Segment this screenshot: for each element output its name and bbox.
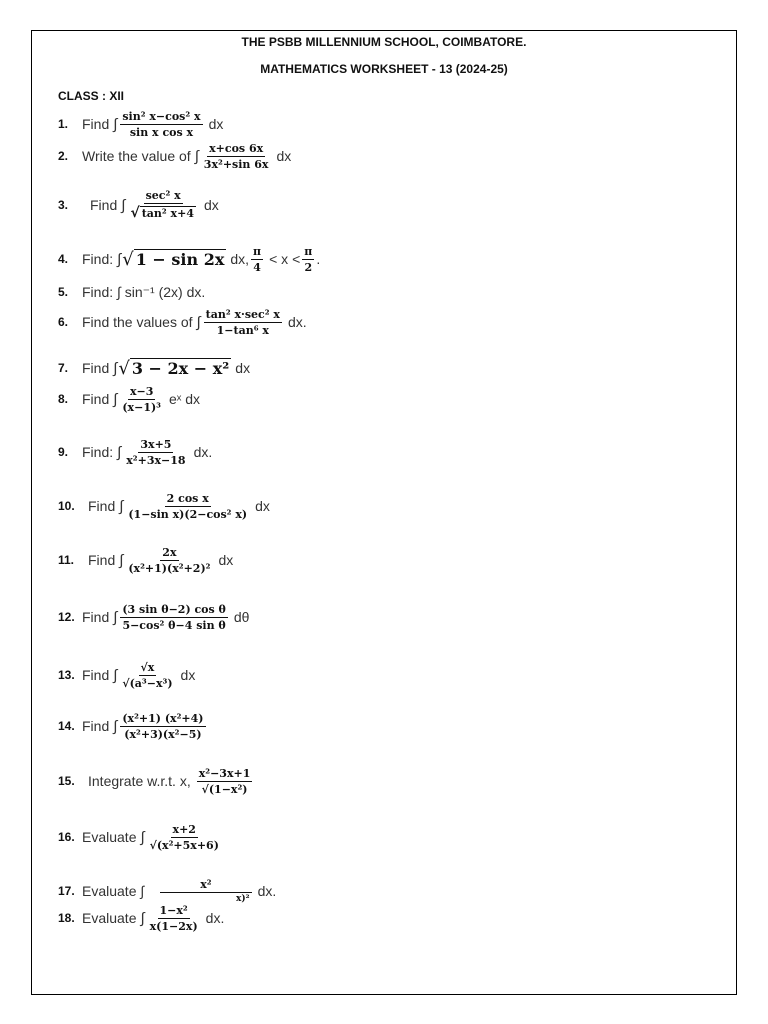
question-6: 6. Find the values of ∫ $\frac{\text{tan² x·sec² x}}{\text{1−tan⁶ x}}$ dx. [58, 307, 307, 337]
class-label: CLASS : XII [58, 89, 125, 103]
question-11: 11. Find ∫ $\frac{2x}{\text{(x²+1)(x²+2)²}}$ dx [58, 545, 234, 575]
fraction: $\frac{\text{(3 sin θ−2) cos θ}}{\text{5−cos² θ−4 sin θ}}$ [122, 602, 226, 632]
integral-sign: ∫ [117, 443, 122, 461]
fraction: $\frac{\text{(x²+1) (x²+4)}}{\text{(x²+3)(x²−5)}}$ [122, 711, 204, 741]
question-16: 16. Evaluate ∫ $\frac{x+2}{\text{√(x²+5x+6)}}$ [58, 822, 219, 852]
integral-sign: ∫ [113, 115, 118, 133]
fraction: $\frac{\text{x²−3x+1}}{\text{√(1−x²)}}$ [198, 766, 251, 796]
fraction: $\frac{\pi}{4}$ [253, 244, 262, 274]
question-7: 7. Find ∫ √ 3 − 2x − x² dx [58, 357, 251, 379]
integral-sign: ∫ [140, 909, 145, 927]
question-18: 18. Evaluate ∫ $\frac{\text{1−x²}}{x(1-2x)}$ dx. [58, 903, 225, 933]
fraction: $\frac{\pi}{2}$ [304, 244, 313, 274]
fraction: $\frac{\text{2 cos x}}{\text{(1−sin x)(2−cos² x)}}$ [128, 491, 248, 521]
sqrt-icon: √ [130, 205, 140, 221]
question-13: 13. Find ∫ $\frac{√x}{\text{√(a³−x³)}}$ dx [58, 660, 196, 690]
question-3: 3. Find ∫ $\frac{\text{sec² x}}{\text{√ tan² x+4}}$ dx [58, 189, 219, 221]
question-12: 12. Find ∫ $\frac{\text{(3 sin θ−2) cos θ}}{\text{5−cos² θ−4 sin θ}}$ dθ [58, 602, 250, 632]
question-9: 9. Find: ∫ $\frac{3x+5}{\text{x²+3x−18}}$ dx. [58, 437, 213, 467]
fraction: $\frac{\text{tan² x·sec² x}}{\text{1−tan⁶ x}}$ [205, 307, 280, 337]
question-2: 2. Write the value of ∫ $\frac{x+\cos 6x}{\text{3x²+sin 6x}}$ dx [58, 141, 292, 171]
worksheet-title: MATHEMATICS WORKSHEET - 13 (2024-25) [260, 62, 508, 76]
fraction: $\frac{x-3}{\text{(x−1)³}}$ [122, 384, 161, 414]
school-title: THE PSBB MILLENNIUM SCHOOL, COIMBATORE. [241, 35, 527, 49]
question-17: 17. Evaluate ∫ $\frac{\text{x²}}{\text{x)²}}$ dx. [58, 878, 277, 904]
question-10: 10. Find ∫ $\frac{\text{2 cos x}}{\text{(1−sin x)(2−cos² x)}}$ dx [58, 491, 270, 521]
sqrt-icon: √ [122, 248, 134, 270]
integral-sign: ∫ [140, 828, 145, 846]
sqrt-icon: √ [118, 357, 130, 379]
integral-sign: ∫ [113, 717, 118, 735]
question-4: 4. Find: ∫ √ 1 − sin 2x dx, $\frac{\pi}{4}$ < x < $\frac{\pi}{2}$ . [58, 244, 321, 274]
integral-sign: ∫ [113, 390, 118, 408]
fraction: $\frac{\text{sin² x−cos² x}}{\text{sin x cos x}}$ [122, 109, 201, 139]
integral-sign: ∫ [119, 551, 124, 569]
question-14: 14. Find ∫ $\frac{\text{(x²+1) (x²+4)}}{\text{(x²+3)(x²−5)}}$ [58, 711, 204, 741]
integral-sign: ∫ [119, 497, 124, 515]
fraction: $\frac{\text{x²}}{\text{x)²}}$ [160, 878, 251, 904]
integral-sign: ∫ [117, 250, 122, 268]
question-1: 1. Find ∫ $\frac{\text{sin² x−cos² x}}{\text{sin x cos x}}$ dx [58, 109, 224, 139]
question-5: 5. Find: ∫ sin⁻¹ (2x) dx. [58, 283, 206, 300]
fraction: $\frac{x+2}{\text{√(x²+5x+6)}}$ [149, 822, 219, 852]
integral-sign: ∫ [113, 608, 118, 626]
fraction: $\frac{3x+5}{\text{x²+3x−18}}$ [126, 437, 186, 467]
integral-sign: ∫ [196, 313, 201, 331]
integral-sign: ∫ [194, 147, 199, 165]
integral-sign: ∫ [113, 666, 118, 684]
fraction: $\frac{2x}{\text{(x²+1)(x²+2)²}}$ [128, 545, 211, 575]
fraction: $\frac{√x}{\text{√(a³−x³)}}$ [122, 660, 173, 690]
integral-sign: ∫ [121, 196, 126, 214]
fraction: $\frac{\text{sec² x}}{\text{√ tan² x+4}}$ [130, 189, 194, 221]
integral-sign: ∫ [113, 359, 118, 377]
question-8: 8. Find ∫ $\frac{x-3}{\text{(x−1)³}}$ eˣ dx [58, 384, 201, 414]
fraction: $\frac{x+\cos 6x}{\text{3x²+sin 6x}}$ [203, 141, 269, 171]
fraction: $\frac{\text{1−x²}}{x(1-2x)}$ [149, 903, 198, 933]
question-15: 15. Integrate w.r.t. x, $\frac{\text{x²−3x+1}}{\text{√(1−x²)}}$ [58, 766, 251, 796]
